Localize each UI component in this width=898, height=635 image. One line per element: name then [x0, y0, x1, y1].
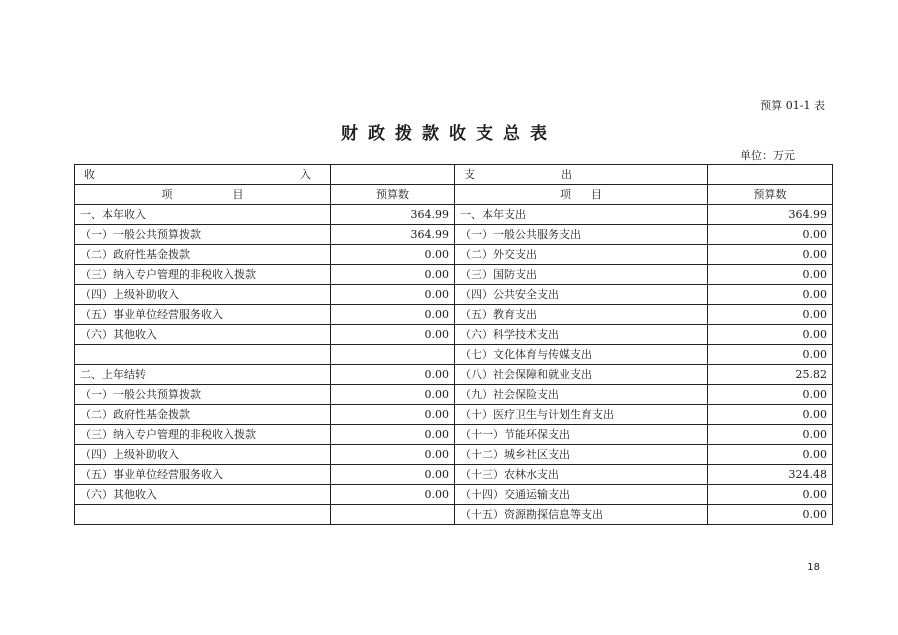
income-value: 0.00 — [331, 405, 455, 425]
expense-item: （十）医疗卫生与计划生育支出 — [455, 405, 708, 425]
income-value: 364.99 — [331, 225, 455, 245]
expense-item: （八）社会保障和就业支出 — [455, 365, 708, 385]
expense-item: （一）一般公共服务支出 — [455, 225, 708, 245]
budget-summary-table — [74, 164, 833, 525]
income-value: 0.00 — [331, 245, 455, 265]
income-value: 0.00 — [331, 305, 455, 325]
income-item-header — [75, 185, 331, 205]
table-row — [75, 245, 833, 265]
table-row — [75, 365, 833, 385]
item-header-b: 目 — [232, 187, 244, 201]
expense-item: （七）文化体育与传媒支出 — [455, 345, 708, 365]
expense-value: 0.00 — [708, 385, 833, 405]
income-value: 0.00 — [331, 325, 455, 345]
table-code: 预算 01-1 表 — [760, 99, 825, 112]
income-item: 一、本年收入 — [75, 205, 331, 225]
income-value: 0.00 — [331, 485, 455, 505]
expense-header — [455, 165, 708, 185]
table-row — [75, 265, 833, 285]
income-value: 364.99 — [331, 205, 455, 225]
expense-item: （二）外交支出 — [455, 245, 708, 265]
expense-value: 324.48 — [708, 465, 833, 485]
income-value: 0.00 — [331, 385, 455, 405]
income-budget-header: 预算数 — [331, 185, 455, 205]
table-row — [75, 445, 833, 465]
table-row — [75, 405, 833, 425]
table-row — [75, 225, 833, 245]
expense-item: （五）教育支出 — [455, 305, 708, 325]
table-row — [75, 205, 833, 225]
income-header-a: 收 — [84, 167, 95, 181]
expense-header-blank — [708, 165, 833, 185]
table-row — [75, 385, 833, 405]
expense-item: 一、本年支出 — [455, 205, 708, 225]
expense-item: （十一）节能环保支出 — [455, 425, 708, 445]
table-row — [75, 305, 833, 325]
income-value — [331, 345, 455, 365]
expense-item: （三）国防支出 — [455, 265, 708, 285]
income-item — [75, 345, 331, 365]
unit-label: 单位：万元 — [740, 149, 795, 162]
expense-value: 364.99 — [708, 205, 833, 225]
table-row — [75, 425, 833, 445]
income-value: 0.00 — [331, 425, 455, 445]
income-value: 0.00 — [331, 365, 455, 385]
income-item: （二）政府性基金拨款 — [75, 405, 331, 425]
expense-value: 0.00 — [708, 485, 833, 505]
expense-value: 0.00 — [708, 285, 833, 305]
income-item: （六）其他收入 — [75, 325, 331, 345]
expense-item: （九）社会保险支出 — [455, 385, 708, 405]
income-item: （三）纳入专户管理的非税收入拨款 — [75, 265, 331, 285]
income-item: （一）一般公共预算拨款 — [75, 385, 331, 405]
expense-item: （六）科学技术支出 — [455, 325, 708, 345]
expense-value: 0.00 — [708, 505, 833, 525]
income-item: （五）事业单位经营服务收入 — [75, 465, 331, 485]
expense-value: 0.00 — [708, 425, 833, 445]
table-row — [75, 505, 833, 525]
expense-value: 0.00 — [708, 345, 833, 365]
income-item: （四）上级补助收入 — [75, 285, 331, 305]
expense-value: 0.00 — [708, 245, 833, 265]
expense-value: 0.00 — [708, 445, 833, 465]
income-value: 0.00 — [331, 265, 455, 285]
header-row-group — [75, 165, 833, 185]
income-value — [331, 505, 455, 525]
income-value: 0.00 — [331, 465, 455, 485]
expense-value: 0.00 — [708, 305, 833, 325]
income-value: 0.00 — [331, 285, 455, 305]
income-item: 二、上年结转 — [75, 365, 331, 385]
table-row — [75, 285, 833, 305]
expense-value: 0.00 — [708, 405, 833, 425]
expense-value: 0.00 — [708, 325, 833, 345]
table-row — [75, 325, 833, 345]
expense-value: 0.00 — [708, 225, 833, 245]
table-row — [75, 465, 833, 485]
expense-item: （十五）资源勘探信息等支出 — [455, 505, 708, 525]
expense-item: （四）公共安全支出 — [455, 285, 708, 305]
item-header-a: 项 — [161, 187, 173, 201]
page-title: 财政拨款收支总表 — [341, 124, 557, 144]
item-header-b: 目 — [591, 187, 602, 201]
expense-value: 0.00 — [708, 265, 833, 285]
income-item: （二）政府性基金拨款 — [75, 245, 331, 265]
header-row-columns — [75, 185, 833, 205]
item-header-a: 项 — [560, 187, 571, 201]
income-header-blank — [331, 165, 455, 185]
expense-budget-header: 预算数 — [708, 185, 833, 205]
page-number: 18 — [807, 562, 820, 573]
income-item: （三）纳入专户管理的非税收入拨款 — [75, 425, 331, 445]
income-item: （一）一般公共预算拨款 — [75, 225, 331, 245]
income-item: （六）其他收入 — [75, 485, 331, 505]
income-header — [75, 165, 331, 185]
income-item — [75, 505, 331, 525]
expense-item: （十四）交通运输支出 — [455, 485, 708, 505]
expense-value: 25.82 — [708, 365, 833, 385]
income-value: 0.00 — [331, 445, 455, 465]
expense-header-a: 支 — [464, 167, 475, 181]
expense-item-header — [455, 185, 708, 205]
expense-item: （十二）城乡社区支出 — [455, 445, 708, 465]
expense-item: （十三）农林水支出 — [455, 465, 708, 485]
income-item: （五）事业单位经营服务收入 — [75, 305, 331, 325]
income-item: （四）上级补助收入 — [75, 445, 331, 465]
expense-header-b: 出 — [561, 167, 572, 181]
table-row — [75, 485, 833, 505]
income-header-b: 入 — [300, 167, 311, 181]
table-row — [75, 345, 833, 365]
